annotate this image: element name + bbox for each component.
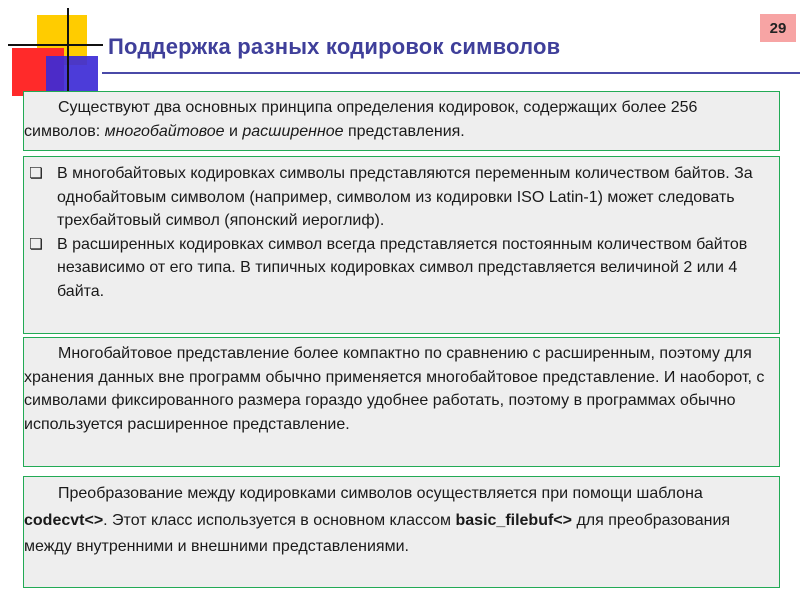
logo-vertical-line — [67, 8, 69, 103]
slide-title: Поддержка разных кодировок символов — [108, 34, 561, 59]
page-number: 29 — [760, 14, 796, 42]
intro-term-wide: расширенное — [242, 122, 344, 140]
conversion-text-2: . Этот класс используется в основном классом — [103, 511, 456, 529]
basic-filebuf-code: basic_filebuf<> — [455, 511, 572, 529]
checkbox-bullet-icon: ❏ — [29, 235, 43, 253]
bullet-item-wide — [24, 233, 773, 304]
bullet-text: В многобайтовых кодировках символы представляются переменным количеством байтов. За однобайтовым символом (например, символом из кодировки ISO Latin-1) может следовать трехбайтовый символ (японский иероглиф). — [57, 165, 753, 229]
logo-horizontal-line — [8, 44, 103, 46]
conversion-text-1: Преобразование между кодировками символов осуществляется при помощи шаблона — [58, 485, 703, 502]
comparison-paragraph: Многобайтовое представление более компактно по сравнению с расширенным, поэтому для хранения данных вне программ обычно применяется многобайтовое представление. И наоборот, с символами фиксированного размера гораздо удобнее работать, поэтому в программах обычно используется расширенное представление. — [24, 345, 765, 433]
intro-text-after: представления. — [343, 122, 465, 140]
bullet-item-multibyte — [24, 162, 773, 233]
intro-text-middle: и — [224, 122, 243, 140]
conversion-paragraph — [24, 481, 771, 561]
conversion-text-3: для преобразования между внутренними и внешними представлениями. — [24, 511, 731, 555]
comparison-box — [23, 337, 780, 467]
intro-box — [23, 91, 780, 151]
intro-term-multibyte: многобайтовое — [104, 122, 225, 140]
conversion-box — [23, 476, 780, 588]
checkbox-bullet-icon: ❏ — [29, 165, 43, 182]
intro-text-before: Существуют два основных принципа определения кодировок, содержащих более 256 символов: — [24, 99, 698, 140]
intro-paragraph — [24, 96, 769, 143]
bullets-box — [23, 156, 780, 334]
bullet-text: В расширенных кодировках символ всегда представляется постоянным количеством байтов независимо от его типа. В типичных кодировках символ представляется величиной 2 или 4 байта. — [57, 235, 748, 300]
title-underline — [102, 72, 800, 74]
codecvt-code: codecvt<> — [24, 511, 104, 529]
